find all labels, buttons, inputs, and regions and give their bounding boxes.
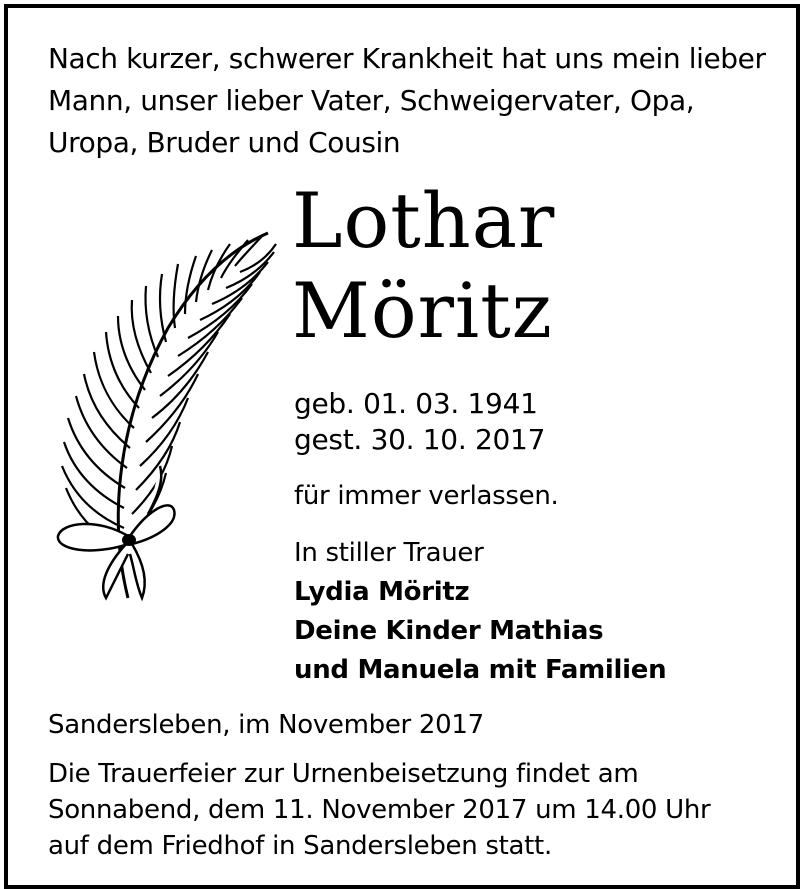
forever-line: für immer verlassen. (294, 481, 559, 511)
palm-frond-with-ribbon-icon (48, 218, 278, 608)
intro-text (48, 38, 788, 164)
birth-date: geb. 01. 03. 1941 (294, 387, 538, 420)
death-date: gest. 30. 10. 2017 (294, 423, 546, 456)
obituary-frame (4, 4, 800, 889)
last-name: Möritz (292, 266, 553, 355)
mourner-name: Deine Kinder Mathias (294, 616, 604, 646)
intro-line: Uropa, Bruder und Cousin (48, 126, 401, 159)
ceremony-line: auf dem Friedhof in Sandersleben statt. (48, 831, 552, 861)
mourner-name: und Manuela mit Familien (294, 655, 667, 685)
deceased-name (292, 176, 555, 356)
mourner-name: Lydia Möritz (294, 577, 470, 607)
intro-line: Nach kurzer, schwerer Krankheit hat uns mein lieber (48, 42, 766, 75)
place-date: Sandersleben, im November 2017 (48, 710, 484, 740)
mourners-block (294, 534, 666, 690)
ceremony-line: Sonnabend, dem 11. November 2017 um 14.00 Uhr (48, 795, 711, 825)
life-dates (294, 386, 545, 458)
mourners-heading: In stiller Trauer (294, 538, 484, 568)
ceremony-line: Die Trauerfeier zur Urnenbeisetzung findet am (48, 759, 639, 789)
intro-line: Mann, unser lieber Vater, Schweigervater, Opa, (48, 84, 695, 117)
first-name: Lothar (292, 176, 556, 265)
ceremony-notice (48, 756, 788, 864)
